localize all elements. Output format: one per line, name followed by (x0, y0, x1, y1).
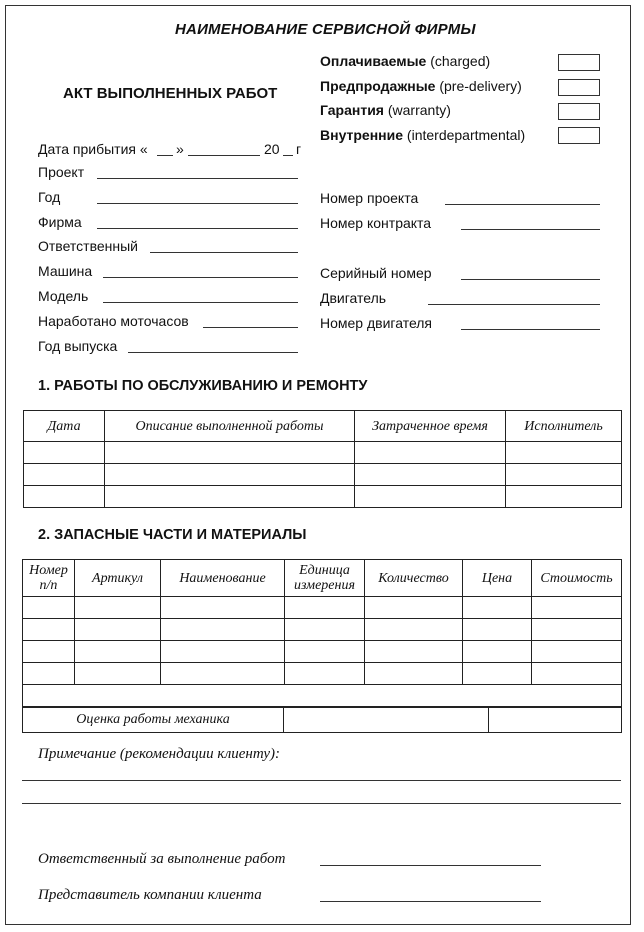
field-model-label: Модель (38, 288, 89, 304)
field-engine-hours-line[interactable] (203, 327, 298, 328)
parts-cell[interactable] (463, 619, 532, 641)
field-company-label: Фирма (38, 214, 82, 230)
parts-col-price: Цена (463, 560, 532, 597)
works-cell[interactable] (24, 486, 105, 508)
field-engine-number-label: Номер двигателя (320, 315, 433, 331)
works-cell[interactable] (355, 464, 506, 486)
parts-table-row (23, 663, 622, 685)
responsible-signature-label: Ответственный за выполнение работ (38, 851, 286, 867)
parts-cell[interactable] (23, 663, 75, 685)
parts-cell[interactable] (161, 663, 285, 685)
field-engine-hours-label: Наработано моточасов (38, 313, 189, 329)
arrival-close-quote: » (176, 141, 184, 157)
field-engine-number-line[interactable] (461, 329, 600, 330)
field-machine-line[interactable] (103, 277, 298, 278)
company-name-heading: НАИМЕНОВАНИЕ СЕРВИСНОЙ ФИРМЫ (175, 21, 476, 38)
act-title: АКТ ВЫПОЛНЕННЫХ РАБОТ (63, 85, 278, 102)
parts-table-blank-row (23, 685, 622, 708)
type-charged-checkbox[interactable] (558, 54, 600, 71)
works-table-header (24, 411, 622, 442)
section2-title: 2. ЗАПАСНЫЕ ЧАСТИ И МАТЕРИАЛЫ (38, 527, 307, 543)
client-note-line-1[interactable] (22, 780, 621, 781)
works-cell[interactable] (355, 442, 506, 464)
works-table-row (24, 486, 622, 508)
parts-col-cost: Стоимость (532, 560, 622, 597)
responsible-signature-line[interactable] (320, 865, 541, 866)
parts-table-row (23, 641, 622, 663)
field-release-year-label: Год выпуска (38, 338, 118, 354)
parts-table (22, 559, 622, 708)
parts-cell[interactable] (285, 641, 365, 663)
type-charged (320, 53, 490, 73)
type-charged-label: Оплачиваемые (320, 53, 427, 69)
arrival-month-field[interactable] (188, 155, 260, 156)
parts-cell[interactable] (365, 619, 463, 641)
arrival-year-field[interactable] (283, 155, 293, 156)
mechanic-rating-extra-cell[interactable] (489, 707, 622, 733)
section1-title: 1. РАБОТЫ ПО ОБСЛУЖИВАНИЮ И РЕМОНТУ (38, 378, 368, 394)
type-warranty-checkbox[interactable] (558, 103, 600, 120)
parts-cell[interactable] (161, 641, 285, 663)
parts-cell[interactable] (23, 641, 75, 663)
rating-row (23, 707, 622, 733)
field-serial-number-label: Серийный номер (320, 265, 432, 281)
field-contract-number-label: Номер контракта (320, 215, 432, 231)
works-col-executor: Исполнитель (506, 411, 622, 442)
field-engine-label: Двигатель (320, 290, 387, 306)
works-cell[interactable] (506, 486, 622, 508)
field-engine-line[interactable] (428, 304, 600, 305)
parts-cell[interactable] (463, 663, 532, 685)
works-cell[interactable] (24, 464, 105, 486)
type-warranty-note: (warranty) (387, 102, 451, 118)
arrival-date-label: Дата прибытия « (38, 141, 148, 157)
works-table-row (24, 442, 622, 464)
parts-cell[interactable] (365, 641, 463, 663)
field-project-number-label: Номер проекта (320, 190, 419, 206)
type-interdepartmental-note: (interdepartmental) (406, 127, 526, 143)
field-contract-number-line[interactable] (461, 229, 600, 230)
parts-cell[interactable] (75, 597, 161, 619)
arrival-year-prefix: 20 (264, 141, 280, 157)
field-year-label: Год (38, 189, 61, 205)
parts-cell[interactable] (532, 619, 622, 641)
parts-cell[interactable] (365, 597, 463, 619)
field-project-line[interactable] (97, 178, 298, 179)
field-model-line[interactable] (103, 302, 298, 303)
parts-cell[interactable] (23, 619, 75, 641)
works-cell[interactable] (355, 486, 506, 508)
rating-table (22, 706, 622, 733)
parts-cell[interactable] (463, 597, 532, 619)
field-responsible-label: Ответственный (38, 238, 138, 254)
works-col-date: Дата (24, 411, 105, 442)
type-pre-delivery-checkbox[interactable] (558, 79, 600, 96)
parts-cell[interactable] (285, 619, 365, 641)
arrival-day-field[interactable] (157, 155, 173, 156)
field-release-year-line[interactable] (128, 352, 298, 353)
parts-table-header (23, 560, 622, 597)
type-pre-delivery-label: Предпродажные (320, 78, 436, 94)
parts-col-name: Наименование (161, 560, 285, 597)
field-responsible-line[interactable] (150, 252, 298, 253)
works-col-time: Затраченное время (355, 411, 506, 442)
works-cell[interactable] (506, 464, 622, 486)
works-table-row (24, 464, 622, 486)
type-interdepartmental-label: Внутренние (320, 127, 404, 143)
type-pre-delivery (320, 78, 522, 98)
field-project-number-line[interactable] (445, 204, 600, 205)
type-pre-delivery-note: (pre-delivery) (439, 78, 522, 94)
mechanic-rating-label: Оценка работы механика (23, 707, 284, 733)
mechanic-rating-cell[interactable] (284, 707, 489, 733)
field-machine-label: Машина (38, 263, 93, 279)
client-rep-signature-line[interactable] (320, 901, 541, 902)
type-interdepartmental-checkbox[interactable] (558, 127, 600, 144)
field-company-line[interactable] (97, 228, 298, 229)
parts-cell[interactable] (532, 641, 622, 663)
parts-cell[interactable] (463, 641, 532, 663)
works-col-description: Описание выполненной работы (105, 411, 355, 442)
parts-cell[interactable] (23, 597, 75, 619)
client-rep-signature-label: Представитель компании клиента (38, 887, 262, 903)
works-table (23, 410, 622, 508)
parts-cell[interactable] (285, 663, 365, 685)
parts-table-row (23, 597, 622, 619)
parts-col-article: Артикул (75, 560, 161, 597)
works-cell[interactable] (105, 464, 355, 486)
field-project-label: Проект (38, 164, 85, 180)
parts-cell[interactable] (532, 663, 622, 685)
parts-cell[interactable] (161, 597, 285, 619)
client-note-line-2[interactable] (22, 803, 621, 804)
type-warranty-label: Гарантия (320, 102, 384, 118)
parts-cell[interactable] (75, 663, 161, 685)
client-note-label: Примечание (рекомендации клиенту): (38, 746, 280, 762)
parts-cell[interactable] (365, 663, 463, 685)
arrival-year-suffix: г (296, 141, 302, 157)
parts-cell[interactable] (161, 619, 285, 641)
parts-col-unit: Единица измерения (285, 560, 365, 597)
parts-blank-cell[interactable] (23, 685, 622, 708)
parts-col-quantity: Количество (365, 560, 463, 597)
parts-cell[interactable] (75, 619, 161, 641)
parts-cell[interactable] (75, 641, 161, 663)
works-cell[interactable] (506, 442, 622, 464)
field-year-line[interactable] (97, 203, 298, 204)
parts-table-row (23, 619, 622, 641)
works-cell[interactable] (105, 442, 355, 464)
parts-cell[interactable] (285, 597, 365, 619)
parts-col-number: Номер п/п (23, 560, 75, 597)
field-serial-number-line[interactable] (461, 279, 600, 280)
type-warranty (320, 102, 451, 122)
works-cell[interactable] (105, 486, 355, 508)
parts-cell[interactable] (532, 597, 622, 619)
type-charged-note: (charged) (430, 53, 491, 69)
type-interdepartmental (320, 127, 525, 147)
works-cell[interactable] (24, 442, 105, 464)
